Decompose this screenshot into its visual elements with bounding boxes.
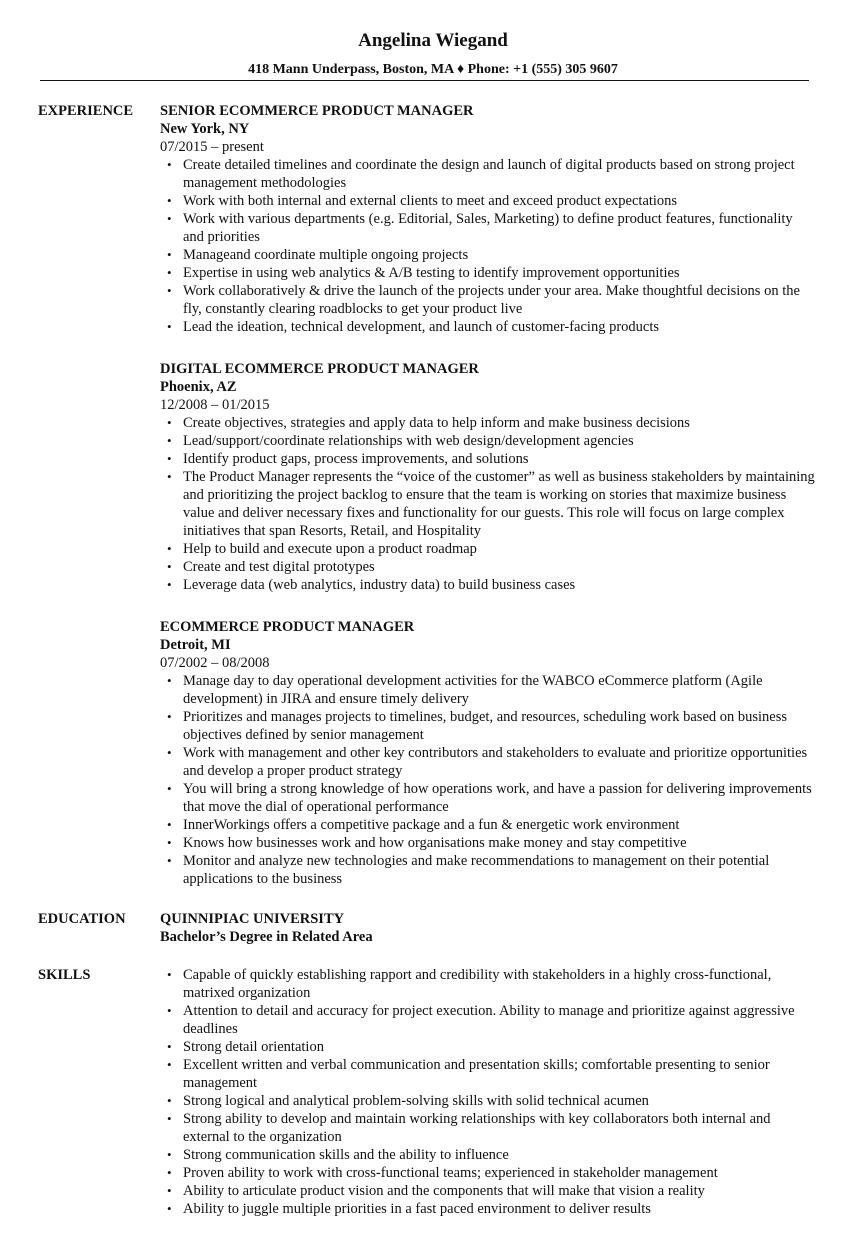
job-location: Detroit, MI bbox=[160, 637, 231, 653]
bullet-item: • Work with management and other key contributors and stakeholders to evaluate and prioritize opportunities and develop a proper product strategy bbox=[160, 744, 816, 780]
section-label-skills: SKILLS bbox=[38, 967, 91, 983]
job-bullets bbox=[160, 414, 816, 594]
skill-item: • Strong communication skills and the ability to influence bbox=[160, 1146, 816, 1164]
bullet-item: • The Product Manager represents the “voice of the customer” as well as business stakeholders by maintaining and prioritizing the project backlog to ensure that the team is working on stories that maximize business value and deliver necessary fixes and functionality for our guests. This role will focus on large complex initiatives that span Resorts, Retail, and Hospitality bbox=[160, 468, 816, 540]
degree-name: Bachelor’s Degree in Related Area bbox=[160, 929, 373, 945]
job-entry bbox=[160, 360, 816, 594]
bullet-item: • Work with both internal and external clients to meet and exceed product expectations bbox=[160, 192, 816, 210]
bullet-item: • InnerWorkings offers a competitive package and a fun & energetic work environment bbox=[160, 816, 816, 834]
bullet-item: • Create and test digital prototypes bbox=[160, 558, 816, 576]
bullet-item: • Knows how businesses work and how organisations make money and stay competitive bbox=[160, 834, 816, 852]
skill-item: • Strong detail orientation bbox=[160, 1038, 816, 1056]
job-title: SENIOR ECOMMERCE PRODUCT MANAGER bbox=[160, 103, 474, 119]
skill-item: • Proven ability to work with cross-functional teams; experienced in stakeholder management bbox=[160, 1164, 816, 1182]
job-title: ECOMMERCE PRODUCT MANAGER bbox=[160, 619, 415, 635]
bullet-item: • Prioritizes and manages projects to timelines, budget, and resources, scheduling work based on business objectives defined by senior management bbox=[160, 708, 816, 744]
bullet-item: • Help to build and execute upon a product roadmap bbox=[160, 540, 816, 558]
bullet-item: • Manage day to day operational development activities for the WABCO eCommerce platform (Agile development) in JIRA and ensure timely delivery bbox=[160, 672, 816, 708]
skill-item: • Ability to articulate product vision and the components that will make that vision a reality bbox=[160, 1182, 816, 1200]
job-dates: 07/2015 – present bbox=[160, 139, 264, 155]
bullet-item: • Create objectives, strategies and apply data to help inform and make business decisions bbox=[160, 414, 816, 432]
bullet-item: • Lead the ideation, technical development, and launch of customer-facing products bbox=[160, 318, 816, 336]
job-entry bbox=[160, 102, 816, 336]
candidate-name: Angelina Wiegand bbox=[358, 30, 508, 51]
section-label-experience: EXPERIENCE bbox=[38, 103, 134, 119]
job-dates: 07/2002 – 08/2008 bbox=[160, 655, 270, 671]
job-location: Phoenix, AZ bbox=[160, 379, 237, 395]
job-title: DIGITAL ECOMMERCE PRODUCT MANAGER bbox=[160, 361, 479, 377]
skill-item: • Ability to juggle multiple priorities in a fast paced environment to deliver results bbox=[160, 1200, 816, 1218]
skills-list bbox=[160, 966, 816, 1218]
bullet-item: • Work with various departments (e.g. Editorial, Sales, Marketing) to define product features, functionality and priorities bbox=[160, 210, 816, 246]
section-label-education: EDUCATION bbox=[38, 911, 126, 927]
bullet-item: • Monitor and analyze new technologies and make recommendations to management on their potential applications to the business bbox=[160, 852, 816, 888]
bullet-item: • Expertise in using web analytics & A/B testing to identify improvement opportunities bbox=[160, 264, 816, 282]
job-bullets bbox=[160, 156, 816, 336]
job-dates: 12/2008 – 01/2015 bbox=[160, 397, 270, 413]
bullet-item: • Leverage data (web analytics, industry data) to build business cases bbox=[160, 576, 816, 594]
bullet-item: • Work collaboratively & drive the launch of the projects under your area. Make thoughtful decisions on the fly, constantly clearing roadblocks to get your product live bbox=[160, 282, 816, 318]
bullet-item: • You will bring a strong knowledge of how operations work, and have a passion for delivering improvements that move the dial of operational performance bbox=[160, 780, 816, 816]
skill-item: • Strong logical and analytical problem-solving skills with solid technical acumen bbox=[160, 1092, 816, 1110]
school-name: QUINNIPIAC UNIVERSITY bbox=[160, 911, 345, 927]
bullet-item: • Identify product gaps, process improvements, and solutions bbox=[160, 450, 816, 468]
skill-item: • Capable of quickly establishing rapport and credibility with stakeholders in a highly cross-functional, matrixed organization bbox=[160, 966, 816, 1002]
contact-line: 418 Mann Underpass, Boston, MA ♦ Phone: +1 (555) 305 9607 bbox=[248, 62, 618, 77]
skill-item: • Strong ability to develop and maintain working relationships with key collaborators both internal and external to the organization bbox=[160, 1110, 816, 1146]
job-entry bbox=[160, 618, 816, 888]
experience-body bbox=[160, 102, 816, 912]
skill-item: • Excellent written and verbal communication and presentation skills; comfortable presenting to senior management bbox=[160, 1056, 816, 1092]
skill-item: • Attention to detail and accuracy for project execution. Ability to manage and prioritize against aggressive deadlines bbox=[160, 1002, 816, 1038]
header-divider bbox=[40, 80, 809, 81]
education-body bbox=[160, 910, 816, 946]
job-bullets bbox=[160, 672, 816, 888]
bullet-item: • Manageand coordinate multiple ongoing projects bbox=[160, 246, 816, 264]
skills-body bbox=[160, 966, 816, 1218]
bullet-item: • Lead/support/coordinate relationships with web design/development agencies bbox=[160, 432, 816, 450]
bullet-item: • Create detailed timelines and coordinate the design and launch of digital products based on strong project management methodologies bbox=[160, 156, 816, 192]
job-location: New York, NY bbox=[160, 121, 250, 137]
